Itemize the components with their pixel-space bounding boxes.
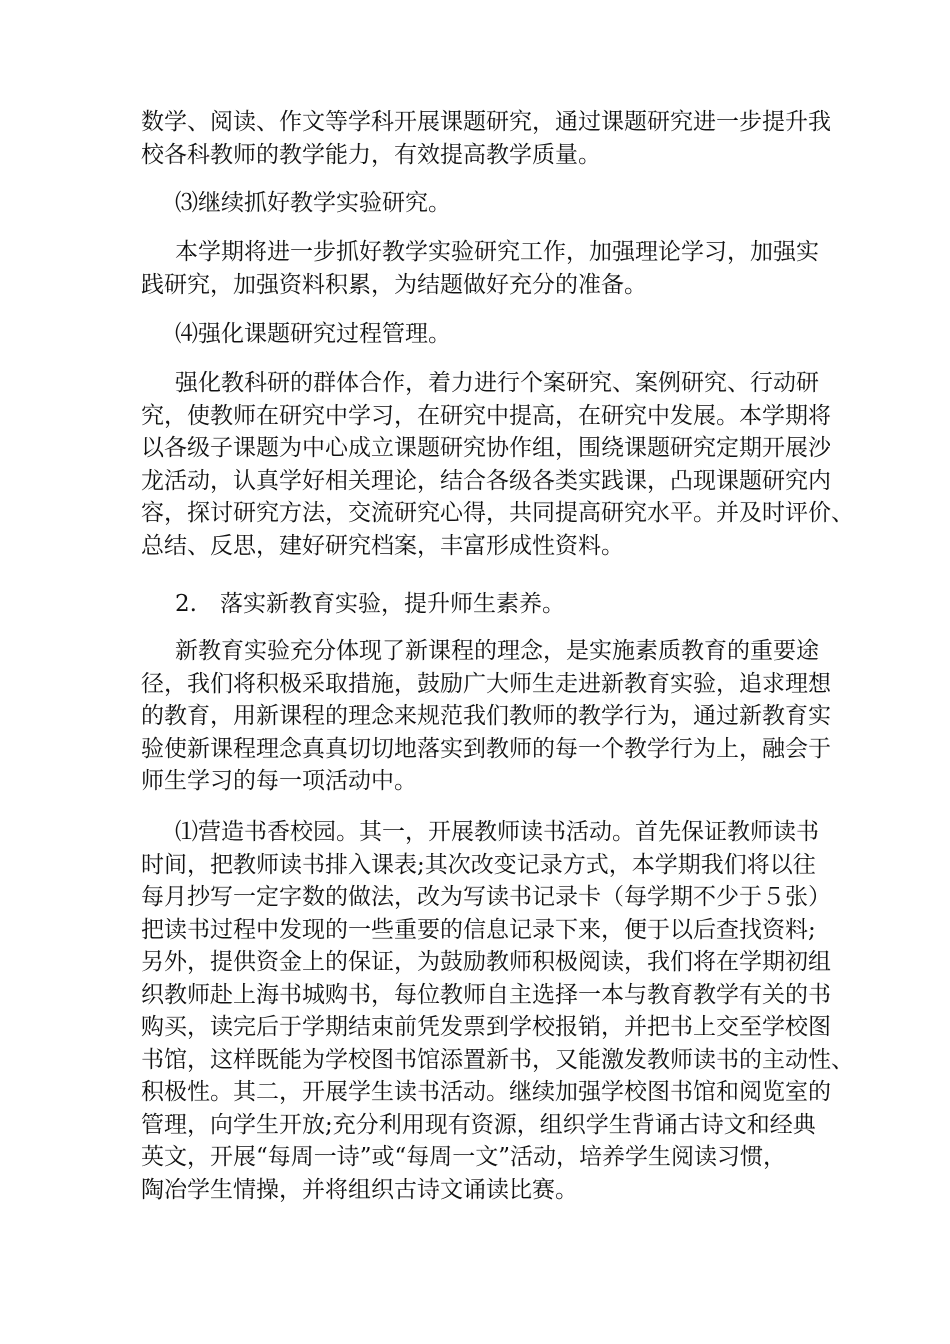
paragraph-new-education [141, 635, 831, 798]
text-line: 时间，把教师读书排入课表;其次改变记录方式，本学期我们将以往 [141, 851, 816, 878]
text-line: ⑷强化课题研究过程管理。 [175, 321, 451, 347]
text-line: 把读书过程中发现的一些重要的信息记录下来，便于以后查找资料; [141, 916, 816, 943]
paragraph-experiment-research [141, 236, 821, 301]
text-line: 龙活动，认真学好相关理论，结合各级各类实践课，凸现课题研究内 [141, 467, 831, 494]
text-line: 书馆，这样既能为学校图书馆添置新书，又能激发教师读书的主动性、 [141, 1046, 854, 1073]
text-line: 总结、反思，建好研究档案，丰富形成性资料。 [141, 532, 624, 559]
paragraph-process-management [141, 367, 854, 562]
text-line: 织教师赴上海书城购书，每位教师自主选择一本与教育教学有关的书 [141, 981, 831, 1008]
text-line: 的教育，用新课程的理念来规范我们教师的教学行为，通过新教育实 [141, 703, 831, 729]
text-line: 购买，读完后于学期结束前凭发票到学校报销，并把书上交至学校图 [141, 1014, 831, 1040]
text-line: 容，探讨研究方法，交流研究心得，共同提高研究水平。并及时评价、 [141, 500, 854, 526]
text-line: 积极性。其二，开展学生读书活动。继续加强学校图书馆和阅览室的 [141, 1079, 831, 1105]
paragraph-continuation [141, 106, 831, 171]
text-line: 径，我们将积极采取措施，鼓励广大师生走进新教育实验，追求理想 [141, 670, 831, 697]
text-line: ⑶继续抓好教学实验研究。 [175, 190, 451, 216]
text-line: 新教育实验充分体现了新课程的理念，是实施素质教育的重要途 [175, 638, 819, 664]
text-line: 管理，向学生开放;充分利用现有资源，组织学生背诵古诗文和经典 [141, 1111, 816, 1138]
text-line: 陶冶学生情操，并将组织古诗文诵读比赛。 [141, 1176, 578, 1203]
text-line: 另外，提供资金上的保证，为鼓励教师积极阅读，我们将在学期初组 [141, 949, 831, 975]
text-line: 数学、阅读、作文等学科开展课题研究，通过课题研究进一步提升我 [141, 109, 831, 135]
text-line: 以各级子课题为中心成立课题研究协作组，围绕课题研究定期开展沙 [141, 435, 831, 461]
text-line: ⑴营造书香校园。其一，开展教师读书活动。首先保证教师读书 [175, 819, 819, 845]
text-line: 每月抄写一定字数的做法，改为写读书记录卡（每学期不少于５张） [141, 884, 831, 910]
text-line: 校各科教师的教学能力，有效提高教学质量。 [141, 141, 601, 168]
paragraph-scholarly-campus [141, 816, 854, 1206]
subheading-4 [141, 318, 821, 351]
text-line: 验使新课程理念真真切切地落实到教师的每一个教学行为上，融会于 [141, 735, 831, 762]
text-line: 究，使教师在研究中学习，在研究中提高，在研究中发展。本学期将 [141, 402, 831, 429]
section-heading-2 [141, 588, 821, 621]
text-line: 践研究，加强资料积累，为结题做好充分的准备。 [141, 271, 647, 298]
subheading-3 [141, 187, 821, 220]
text-line: 强化教科研的群体合作，着力进行个案研究、案例研究、行动研 [175, 370, 819, 396]
text-line: 本学期将进一步抓好教学实验研究工作，加强理论学习，加强实 [175, 239, 819, 265]
text-line: 英文，开展“每周一诗”或“每周一文”活动，培养学生阅读习惯， [141, 1144, 787, 1170]
text-line: 2. 落实新教育实验，提升师生素养。 [175, 591, 565, 617]
text-line: 师生学习的每一项活动中。 [141, 768, 417, 794]
